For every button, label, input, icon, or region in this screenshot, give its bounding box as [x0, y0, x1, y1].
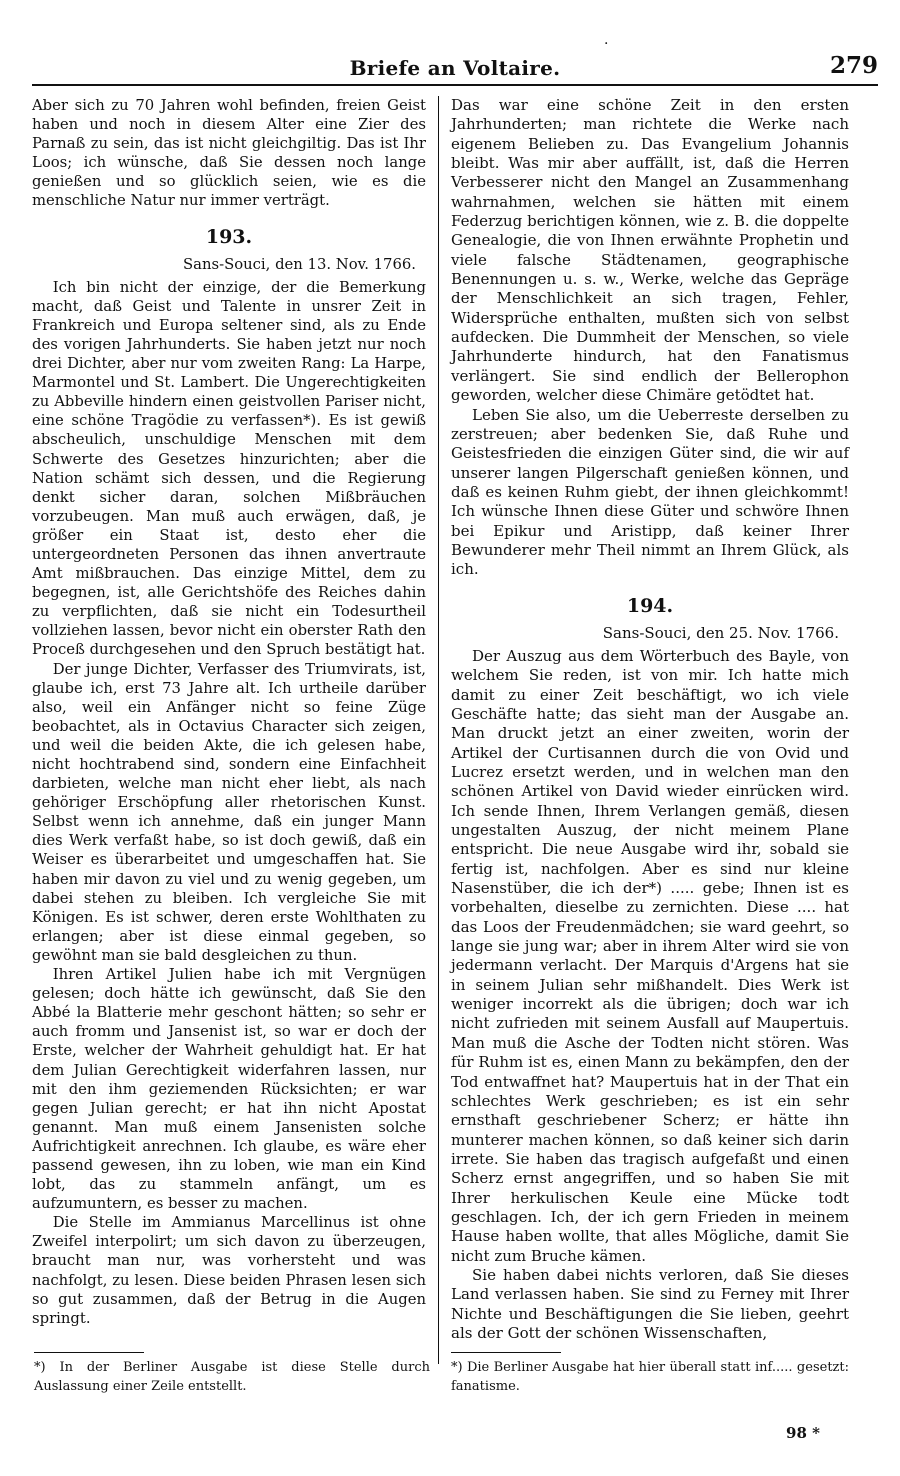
- dateline-193: Sans-Souci, den 13. Nov. 1766.: [182, 255, 416, 273]
- header-rule: [32, 84, 878, 86]
- footnote-rule-left: [34, 1352, 144, 1353]
- body-paragraph: Der Auszug aus dem Wörterbuch des Bayle, von welchem Sie reden, ist von mir. Ich hatte mich damit zu einer Zeit beschäftigt, wo ich viele Geschäfte hatte; das sieht man der Ausgabe an. Man druckt jetzt an einer zweiten, worin der Artikel der Curtisannen durch die von Ovid und Lucrez ersetzt werden, und in welchen man den schönen Artikel von David wieder einrücken wird. Ich sende Ihnen, Ihrem Verlangen gemäß, diesen ungestalten Auszug, der nicht meinem Plane entspricht. Die neue Ausgabe wird ihr, sobald sie fertig ist, nachfolgen. Aber es sind nur kleine Nasenstüber, die ich der*) ..... gebe; Ihnen ist es vorbehalten, dieselbe zu zernichten. Diese .... hat das Loos der Freudenmädchen; sie ward geehrt, so lange sie jung war; aber in ihrem Alter wird sie von jedermann verlacht. Der Marquis d'Argens hat sie in seinem Julian sehr mißhandelt. Dies Werk ist weniger incorrekt als die übrigen; doch war ich nicht zufrieden mit seinem Ausfall auf Maupertuis. Man muß die Asche der Todten nicht stören. Was für Ruhm ist es, einen Mann zu bekämpfen, den der Tod entwaffnet hat? Maupertuis hat in der That ein schlechtes Werk geschrieben; es ist ein sehr ernsthaft geschriebener Scherz; er hätte ihn munterer machen können, so daß keiner sich darin irrete. Sie haben das tragisch aufgefaßt und einen Scherz ernst angegriffen, und so haben Sie mit Ihrer herkulischen Keule eine Mücke todt geschlagen. Ich, der ich gern Frieden in meinem Hause haben wollte, that alles Mögliche, damit Sie nicht zum Bruche kämen.: [451, 646, 849, 1265]
- running-title: Briefe an Voltaire.: [349, 56, 561, 80]
- letter-number-194: 194.: [626, 594, 674, 617]
- dateline-194: Sans-Souci, den 25. Nov. 1766.: [602, 623, 839, 642]
- body-paragraph: Die Stelle im Ammianus Marcellinus ist ohne Zweifel interpolirt; um sich davon zu überzeugen, braucht man nur, was vorhersteht und was nachfolgt, zu lesen. Diese beiden Phrasen lesen sich so gut zusammen, daß der Betrug in die Augen springt.: [32, 1214, 426, 1327]
- body-paragraph: Leben Sie also, um die Ueberreste derselben zu zerstreuen; aber bedenken Sie, daß Ruhe und Geistesfrieden die einzigen Güter sind, die wir auf unserer langen Pilgerschaft genießen können, und daß es keinen Ruhm giebt, der ihnen gleichkommt! Ich wünsche Ihnen diese Güter und schwöre Ihnen bei Epikur und Aristipp, daß keiner Ihrer Bewunderer mehr Theil nimmt an Ihrem Glück, als ich.: [451, 405, 849, 579]
- body-paragraph: Sie haben dabei nichts verloren, daß Sie dieses Land verlassen haben. Sie sind zu Ferney mit Ihrer Nichte und Beschäftigungen die Sie lieben, geehrt als der Gott der schönen Wissenschaften,: [451, 1265, 849, 1342]
- page-header: [32, 50, 878, 86]
- body-paragraph: Der junge Dichter, Verfasser des Triumvirats, ist, glaube ich, erst 73 Jahre alt. Ich urtheile darüber also, weil ein Anfänger nicht so feine Züge beobachtet, als in Octavius Character sich zeigen, und weil die beiden Akte, die ich gelesen habe, nicht hochtrabend sind, sondern eine Einfachheit darbieten, welche man nicht eher liebt, als nach gehöriger Erschöpfung aller rhetorischen Kunst. Selbst wenn ich annehme, daß ein junger Mann dies Werk verfaßt habe, so ist doch gewiß, daß ein Weiser es überarbeitet und umgeschaffen hat. Sie haben mir davon zu viel und zu wenig gegeben, um dabei stehen zu bleiben. Ich vergleiche Sie mit Königen. Es ist schwer, deren erste Wohlthaten zu erlangen; aber ist diese einmal gegeben, so gewöhnt man sie bald desgleichen zu thun.: [32, 660, 426, 964]
- footnote-right: *) Die Berliner Ausgabe hat hier überall statt inf..... gesetzt: fanatisme.: [451, 1360, 849, 1394]
- printer-signature: 98 *: [786, 1424, 820, 1442]
- continued-paragraph: Das war eine schöne Zeit in den ersten Jahrhunderten; man richtete die Werke nach eigenem Belieben zu. Das Evangelium Johannis bleibt. Was mir aber auffällt, ist, daß die Herren Verbesserer nicht den Mangel an Zusammenhang wahrnahmen, welchen sie hätten mit einem Federzug berichtigen können, wie z. B. die doppelte Genealogie, die von Ihnen erwähnte Prophetin und viele falsche Städtenamen, geographische Benennungen u. s. w., Werke, welche das Gepräge der Menschlichkeit an sich tragen, Fehler, Widersprüche enthalten, mußten sich von selbst aufdecken. Die Dummheit der Menschen, so viele Jahrhunderte hindurch, hat den Fanatismus verlängert. Sie sind endlich der Bellerophon geworden, welcher diese Chimäre getödtet hat.: [451, 96, 849, 405]
- left-column: [32, 96, 426, 1328]
- letter-number-193: 193.: [205, 225, 253, 248]
- right-column: [451, 96, 849, 1343]
- continued-paragraph: Aber sich zu 70 Jahren wohl befinden, freien Geist haben und noch in diesem Alter eine Zier des Parnaß zu sein, das ist nicht gleichgiltig. Das ist Ihr Loos; ich wünsche, daß Sie dessen noch lange genießen und so glücklich seien, wie es die menschliche Natur nur immer verträgt.: [32, 97, 426, 210]
- page-number: 279: [829, 52, 878, 79]
- body-paragraph: Ihren Artikel Julien habe ich mit Vergnügen gelesen; doch hätte ich gewünscht, daß Sie den Abbé la Blatterie mehr geschont hätten; so sehr er auch fromm und Jansenist ist, so war er doch der Erste, welcher der Wahrheit gehuldigt hat. Er hat dem Julian Gerechtigkeit widerfahren lassen, nur mit den ihm geziemenden Rücksichten; er war gegen Julian gerecht; er hat ihn nicht Apostat genannt. Man muß einem Jansenisten solche Aufrichtigkeit anrechnen. Ich glaube, es wäre eher passend gewesen, ihn zu loben, wie man ein Kind lobt, das zu stammeln anfängt, um es aufzumuntern, es besser zu machen.: [32, 966, 426, 1213]
- print-speck: ·: [604, 36, 609, 52]
- body-paragraph: Ich bin nicht der einzige, der die Bemerkung macht, daß Geist und Talente in unsrer Zeit in Frankreich und Europa seltener sind, als zu Ende des vorigen Jahrhunderts. Sie haben jetzt nur noch drei Dichter, aber nur vom zweiten Rang: La Harpe, Marmontel und St. Lambert. Die Ungerechtigkeiten zu Abbeville hindern einen geistvollen Pariser nicht, eine schöne Tragödie zu verfassen*). Es ist gewiß abscheulich, unschuldige Menschen mit dem Schwerte des Gesetzes hinzurichten; aber die Nation schämt sich dessen, und die Regierung denkt sicher daran, solchen Mißbräuchen vorzubeugen. Man muß auch erwägen, daß, je größer ein Staat ist, desto eher die untergeordneten Personen das ihnen anvertraute Amt mißbrauchen. Das einzige Mittel, dem zu begegnen, ist, alle Gerichtshöfe des Reiches dahin zu verpflichten, daß sie nicht ein Todesurtheil vollziehen lassen, bevor nicht ein oberster Rath den Proceß durchgesehen und den Spruch bestätigt hat.: [32, 278, 426, 659]
- column-divider: [438, 96, 439, 1364]
- footnote-rule-right: [451, 1352, 561, 1353]
- footnote-left: *) In der Berliner Ausgabe ist diese Stelle durch Auslassung einer Zeile entstellt.: [34, 1360, 430, 1394]
